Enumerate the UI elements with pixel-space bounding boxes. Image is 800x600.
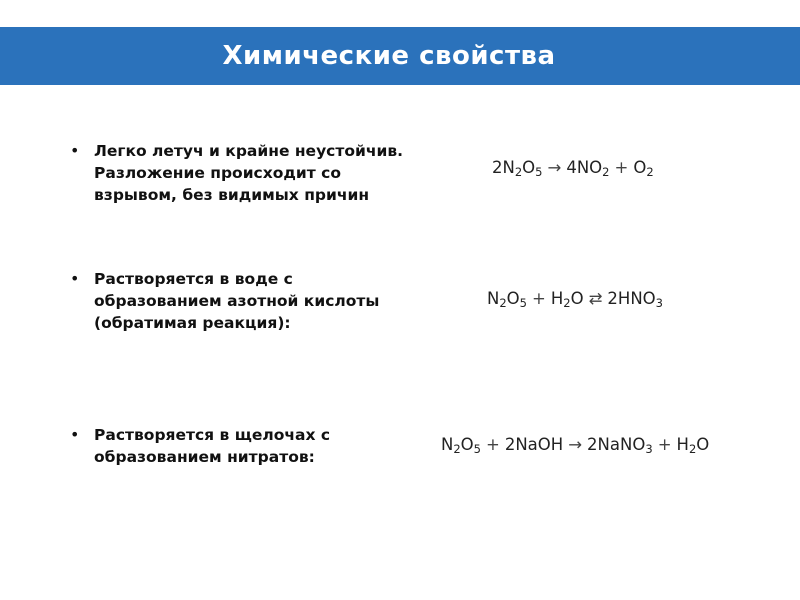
title-bar bbox=[0, 27, 800, 85]
coefficient: 2 bbox=[492, 158, 503, 177]
bullet-item-alkali bbox=[70, 424, 454, 468]
subscript: 2 bbox=[602, 165, 610, 179]
element-symbol: O bbox=[642, 289, 656, 308]
element-symbol: N bbox=[576, 158, 590, 177]
element-symbol: O bbox=[696, 435, 710, 454]
element-symbol: O bbox=[460, 435, 474, 454]
bullet-text bbox=[94, 424, 454, 468]
subscript: 3 bbox=[655, 296, 663, 310]
bullet-text-line: Растворяется в щелочах с bbox=[94, 426, 331, 444]
subscript: 5 bbox=[473, 442, 481, 456]
element-symbol: N bbox=[487, 289, 500, 308]
bullet-text-line: Легко летуч и крайне неустойчив. bbox=[94, 142, 404, 160]
formula bbox=[677, 435, 710, 454]
slide-title: Химические свойства bbox=[222, 41, 556, 71]
reaction-arrow-icon: → bbox=[568, 435, 583, 454]
plus-sign: + bbox=[532, 289, 546, 308]
subscript: 2 bbox=[453, 442, 461, 456]
bullet-text-line: образованием азотной кислоты bbox=[94, 292, 380, 310]
subscript: 2 bbox=[514, 165, 523, 179]
coefficient: 2 bbox=[504, 435, 516, 454]
plus-sign: + bbox=[614, 158, 629, 177]
formula bbox=[607, 289, 663, 308]
bullet-text-line: Растворяется в воде с bbox=[94, 270, 293, 288]
element-symbol: H bbox=[550, 289, 564, 308]
element-symbol: H bbox=[676, 435, 689, 454]
element-symbol: Na bbox=[597, 435, 621, 454]
formula bbox=[566, 158, 609, 177]
element-symbol: O bbox=[589, 158, 603, 177]
bullet-icon: • bbox=[70, 269, 80, 288]
equation-hydration bbox=[487, 289, 663, 308]
element-symbol: N bbox=[630, 289, 643, 308]
plus-sign: + bbox=[657, 435, 672, 454]
subscript: 2 bbox=[646, 165, 654, 179]
bullet-text-line: (обратимая реакция): bbox=[94, 314, 291, 332]
element-symbol: N bbox=[441, 435, 454, 454]
bullet-text bbox=[94, 140, 454, 206]
element-symbol: H bbox=[617, 289, 631, 308]
bullet-text-line: образованием нитратов: bbox=[94, 448, 315, 466]
bullet-icon: • bbox=[70, 141, 80, 160]
element-symbol: O bbox=[632, 435, 646, 454]
element-symbol: O bbox=[537, 435, 551, 454]
element-symbol: O bbox=[633, 158, 647, 177]
element-symbol: O bbox=[570, 289, 584, 308]
element-symbol: H bbox=[550, 435, 564, 454]
element-symbol: Na bbox=[515, 435, 538, 454]
formula bbox=[587, 435, 653, 454]
subscript: 5 bbox=[535, 165, 543, 179]
formula bbox=[551, 289, 584, 308]
formula bbox=[633, 158, 653, 177]
element-symbol: O bbox=[522, 158, 536, 177]
subscript: 2 bbox=[499, 296, 507, 310]
element-symbol: O bbox=[506, 289, 520, 308]
element-symbol: N bbox=[620, 435, 633, 454]
subscript: 2 bbox=[563, 296, 571, 310]
subscript: 2 bbox=[688, 442, 697, 456]
formula bbox=[441, 435, 481, 454]
subscript: 3 bbox=[645, 442, 653, 456]
equilibrium-arrow-icon: ⇄ bbox=[588, 289, 603, 308]
bullet-text bbox=[94, 268, 454, 334]
bullet-text-line: взрывом, без видимых причин bbox=[94, 186, 370, 204]
bullet-text-line: Разложение происходит со bbox=[94, 164, 341, 182]
bullet-item-water bbox=[70, 268, 454, 334]
formula bbox=[487, 289, 527, 308]
bullet-item-volatility bbox=[70, 140, 454, 206]
plus-sign: + bbox=[486, 435, 500, 454]
reaction-arrow-icon: → bbox=[547, 158, 562, 177]
equation-neutralization bbox=[441, 435, 709, 454]
formula bbox=[505, 435, 563, 454]
element-symbol: N bbox=[502, 158, 515, 177]
bullet-icon: • bbox=[70, 425, 80, 444]
coefficient: 4 bbox=[566, 158, 577, 177]
coefficient: 2 bbox=[607, 289, 618, 308]
coefficient: 2 bbox=[587, 435, 598, 454]
equation-decomposition bbox=[492, 158, 654, 177]
subscript: 5 bbox=[519, 296, 527, 310]
formula bbox=[492, 158, 543, 177]
